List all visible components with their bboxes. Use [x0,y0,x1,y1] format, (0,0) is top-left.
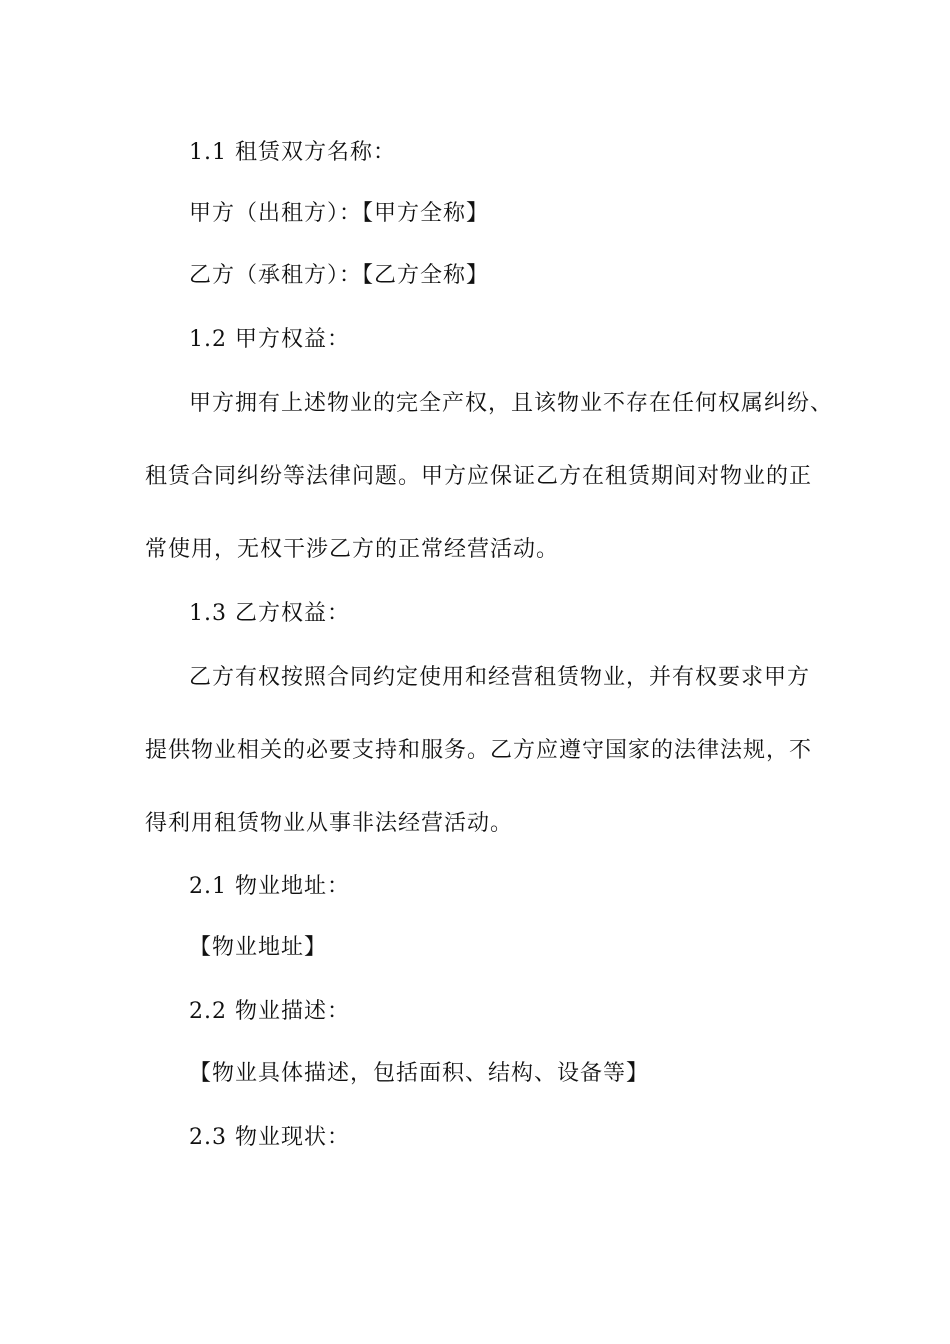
property-address-placeholder: 【物业地址】 [189,935,328,960]
party-a-rights-line-1: 甲方拥有上述物业的完全产权，且该物业不存在任何权属纠纷、 [189,391,834,416]
party-b-rights-line-3: 得利用租赁物业从事非法经营活动。 [145,811,514,836]
party-a-line: 甲方（出租方）：【甲方全称】 [189,201,490,226]
section-1-2-heading: 1.2 甲方权益： [189,327,350,352]
party-b-line: 乙方（承租方）：【乙方全称】 [189,263,490,288]
party-b-rights-line-2: 提供物业相关的必要支持和服务。乙方应遵守国家的法律法规，不 [145,738,813,763]
section-1-1-heading: 1.1 租赁双方名称： [189,140,396,165]
property-description-placeholder: 【物业具体描述，包括面积、结构、设备等】 [189,1061,650,1086]
party-a-rights-line-3: 常使用，无权干涉乙方的正常经营活动。 [145,537,560,562]
section-2-2-heading: 2.2 物业描述： [189,999,350,1024]
party-a-rights-line-2: 租赁合同纠纷等法律问题。甲方应保证乙方在租赁期间对物业的正 [145,464,813,489]
section-2-1-heading: 2.1 物业地址： [189,874,350,899]
party-b-rights-line-1: 乙方有权按照合同约定使用和经营租赁物业，并有权要求甲方 [189,665,811,690]
section-2-3-heading: 2.3 物业现状： [189,1125,350,1150]
section-1-3-heading: 1.3 乙方权益： [189,601,350,626]
